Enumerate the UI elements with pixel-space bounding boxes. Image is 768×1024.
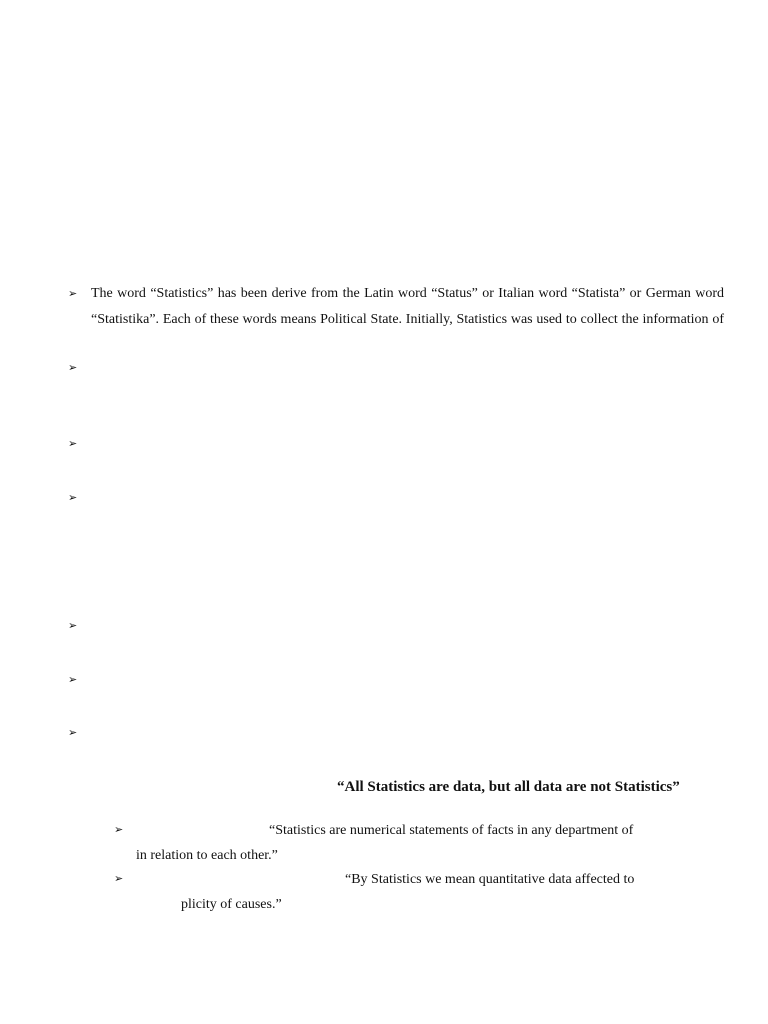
definition-2-line-1: “By Statistics we mean quantitative data affected to — [345, 872, 635, 887]
bullet-marker-5: ➢ — [68, 619, 78, 632]
definition-1-line-1: “Statistics are numerical statements of facts in any department of — [269, 823, 634, 838]
intro-line-1: The word “Statistics” has been derive from the Latin word “Status” or Italian word “Statista” or German word — [91, 286, 724, 301]
bullet-marker-7: ➢ — [68, 726, 78, 739]
bullet-marker-4: ➢ — [68, 491, 78, 504]
sub-bullet-marker-1: ➢ — [114, 823, 124, 836]
bullet-marker-2: ➢ — [68, 361, 78, 374]
definition-2-line-2: plicity of causes.” — [181, 897, 282, 912]
intro-line-2: “Statistika”. Each of these words means Political State. Initially, Statistics was used to collect the information of — [91, 312, 724, 327]
bullet-marker-6: ➢ — [68, 673, 78, 686]
bullet-marker-3: ➢ — [68, 437, 78, 450]
sub-bullet-marker-2: ➢ — [114, 872, 124, 885]
bullet-marker-1: ➢ — [68, 287, 78, 300]
definition-1-line-2: in relation to each other.” — [136, 848, 278, 863]
motto-quote: “All Statistics are data, but all data are not Statistics” — [337, 779, 680, 795]
